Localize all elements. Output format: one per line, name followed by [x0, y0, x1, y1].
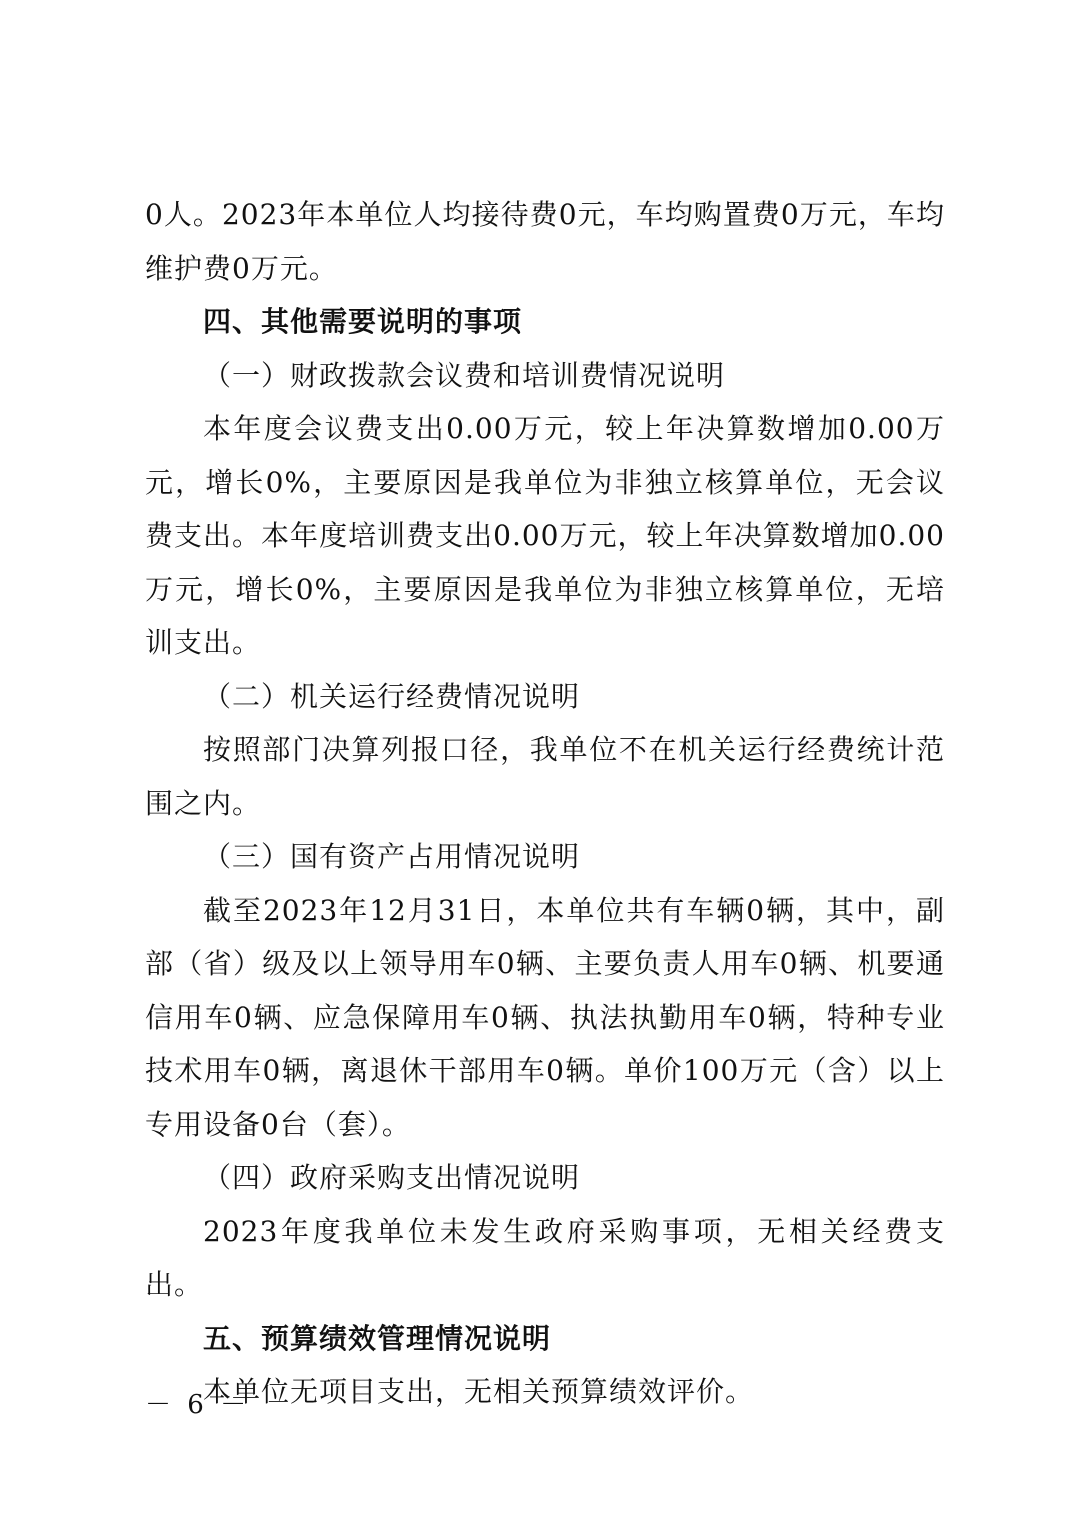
page-number: － 6 － — [145, 1390, 251, 1420]
document-body — [145, 188, 945, 1419]
paragraph-operating-expenses: 按照部门决算列报口径，我单位不在机关运行经费统计范围之内。 — [145, 733, 945, 820]
paragraph-meeting-training-fees: 本年度会议费支出0.00万元，较上年决算数增加0.00万元，增长0%，主要原因是我单位为非独立核算单位，无会议费支出。本年度培训费支出0.00万元，较上年决算数增加0.00万元，增长0%，主要原因是我单位为非独立核算单位，无培训支出。 — [145, 412, 945, 659]
section-heading-performance-management: 五、预算绩效管理情况说明 — [203, 1321, 552, 1355]
section-heading-other-matters: 四、其他需要说明的事项 — [203, 305, 523, 338]
paragraph-performance-management: 本单位无项目支出，无相关预算绩效评价。 — [203, 1375, 755, 1408]
paragraph-reception-and-vehicle-costs: 0人。2023年本单位人均接待费0元，车均购置费0万元，车均维护费0万元。 — [145, 198, 945, 285]
subsection-heading-operating-expenses: （二）机关运行经费情况说明 — [203, 679, 581, 713]
paragraph-state-assets: 截至2023年12月31日，本单位共有车辆0辆，其中，副部（省）级及以上领导用车0辆、主要负责人用车0辆、机要通信用车0辆、应急保障用车0辆、执法执勤用车0辆，特种专业技术用车0辆，离退休干部用车0辆。单价100万元（含）以上专用设备0台（套）。 — [145, 893, 945, 1141]
subsection-heading-state-assets: （三）国有资产占用情况说明 — [203, 840, 581, 873]
subsection-heading-procurement: （四）政府采购支出情况说明 — [203, 1161, 581, 1194]
subsection-heading-meeting-training-fees: （一）财政拨款会议费和培训费情况说明 — [203, 358, 726, 392]
paragraph-procurement: 2023年度我单位未发生政府采购事项，无相关经费支出。 — [145, 1214, 945, 1301]
